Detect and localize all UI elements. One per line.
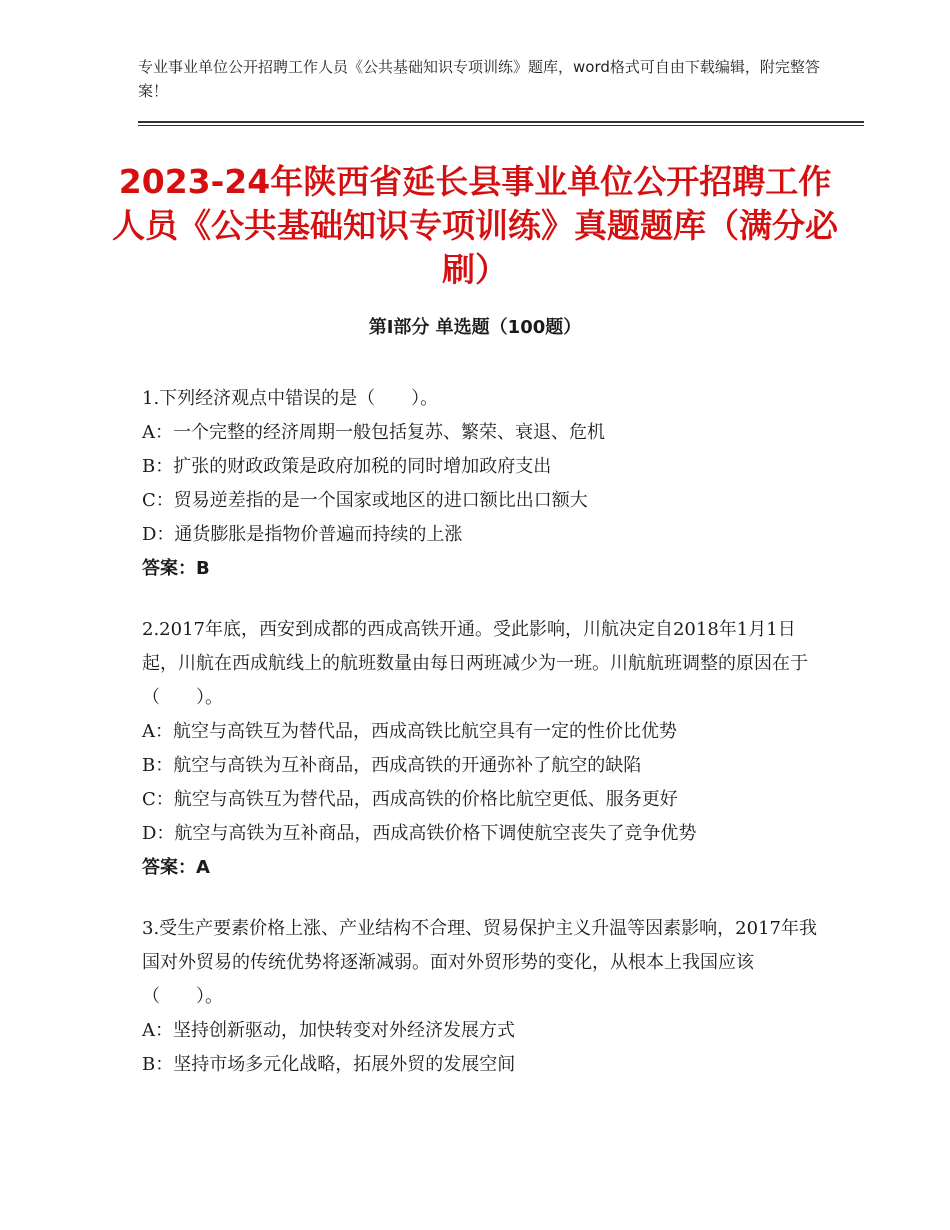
header-rule-thick bbox=[138, 121, 864, 123]
header-note: 专业事业单位公开招聘工作人员《公共基础知识专项训练》题库，word格式可自由下载编辑，附完整答案！ bbox=[138, 58, 820, 100]
answer-label: 答案：A bbox=[142, 857, 210, 878]
question-3 bbox=[142, 912, 822, 1082]
section-heading: 第Ⅰ部分 单选题（100题） bbox=[368, 317, 582, 338]
answer-label: 答案：B bbox=[142, 558, 210, 579]
option-b: B：坚持市场多元化战略，拓展外贸的发展空间 bbox=[142, 1054, 516, 1075]
option-d: D：航空与高铁为互补商品，西成高铁价格下调使航空丧失了竞争优势 bbox=[142, 823, 697, 844]
option-a: A：一个完整的经济周期一般包括复苏、繁荣、衰退、危机 bbox=[142, 422, 605, 443]
option-b: B：航空与高铁为互补商品，西成高铁的开通弥补了航空的缺陷 bbox=[142, 755, 642, 776]
question-2 bbox=[142, 613, 822, 885]
option-c: C：航空与高铁互为替代品，西成高铁的价格比航空更低、服务更好 bbox=[142, 789, 678, 810]
option-a: A：坚持创新驱动，加快转变对外经济发展方式 bbox=[142, 1020, 515, 1041]
question-list bbox=[142, 382, 822, 1109]
option-b: B：扩张的财政政策是政府加税的同时增加政府支出 bbox=[142, 456, 552, 477]
option-d: D：通货膨胀是指物价普遍而持续的上涨 bbox=[142, 524, 463, 545]
option-a: A：航空与高铁互为替代品，西成高铁比航空具有一定的性价比优势 bbox=[142, 721, 677, 742]
header-rule-thin bbox=[138, 125, 864, 126]
question-stem: 3.受生产要素价格上涨、产业结构不合理、贸易保护主义升温等因素影响，2017年我国对外贸易的传统优势将逐渐减弱。面对外贸形势的变化，从根本上我国应该（ ）。 bbox=[142, 918, 817, 1007]
question-stem: 2.2017年底，西安到成都的西成高铁开通。受此影响，川航决定自2018年1月1日起，川航在西成航线上的航班数量由每日两班减少为一班。川航航班调整的原因在于（ ）。 bbox=[142, 619, 808, 708]
question-stem: 1.下列经济观点中错误的是（ ）。 bbox=[142, 388, 439, 409]
document-title: 2023-24年陕西省延长县事业单位公开招聘工作人员《公共基础知识专项训练》真题题库（满分必刷） bbox=[112, 162, 838, 289]
question-1 bbox=[142, 382, 822, 586]
option-c: C：贸易逆差指的是一个国家或地区的进口额比出口额大 bbox=[142, 490, 588, 511]
